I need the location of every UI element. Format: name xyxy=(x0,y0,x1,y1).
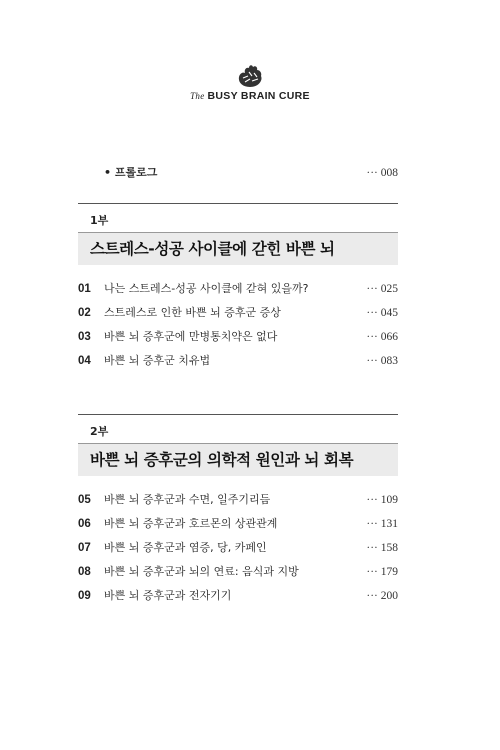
chapter-number: 09 xyxy=(78,590,91,602)
chapter-title: 바쁜 뇌 증후군과 수면, 일주기리듬 xyxy=(104,493,271,506)
chapter-title: 바쁜 뇌 증후군과 호르몬의 상관관계 xyxy=(104,517,278,530)
chapter-number: 04 xyxy=(78,355,91,367)
chapter-number: 05 xyxy=(78,494,91,506)
chapter-page: ··· 179 xyxy=(366,566,398,578)
part-1-header xyxy=(78,203,398,265)
chapter-09[interactable] xyxy=(78,587,398,611)
chapter-number: 07 xyxy=(78,542,91,554)
chapter-title: 나는 스트레스-성공 사이클에 갇혀 있을까? xyxy=(104,282,309,295)
chapter-page: ··· 045 xyxy=(366,307,398,319)
part-2-header xyxy=(78,414,398,476)
part-1-chapter-list xyxy=(78,280,398,376)
part-2-title: 바쁜 뇌 증후군의 의학적 원인과 뇌 회복 xyxy=(78,443,398,476)
brain-flame-icon xyxy=(235,64,265,88)
chapter-number: 01 xyxy=(78,283,91,295)
chapter-page: ··· 158 xyxy=(366,542,398,554)
chapter-07[interactable] xyxy=(78,539,398,563)
chapter-04[interactable] xyxy=(78,352,398,376)
chapter-title: 바쁜 뇌 증후군과 전자기기 xyxy=(104,589,232,602)
chapter-title: 바쁜 뇌 증후군과 염증, 당, 카페인 xyxy=(104,541,267,554)
book-logo xyxy=(0,64,500,102)
chapter-title: 스트레스로 인한 바쁜 뇌 증후군 증상 xyxy=(104,306,281,319)
book-brand xyxy=(0,90,500,102)
chapter-number: 08 xyxy=(78,566,91,578)
toc-prologue[interactable] xyxy=(104,164,398,180)
chapter-01[interactable] xyxy=(78,280,398,304)
chapter-page: ··· 131 xyxy=(366,518,398,530)
prologue-title: • 프롤로그 xyxy=(104,166,158,179)
part-2-number: 2부 xyxy=(90,425,109,438)
chapter-02[interactable] xyxy=(78,304,398,328)
chapter-06[interactable] xyxy=(78,515,398,539)
part-2-chapter-list xyxy=(78,491,398,611)
chapter-page: ··· 025 xyxy=(366,283,398,295)
chapter-page: ··· 200 xyxy=(366,590,398,602)
chapter-title: 바쁜 뇌 증후군에 만병통치약은 없다 xyxy=(104,330,278,343)
prologue-page: ··· 008 xyxy=(366,167,398,179)
chapter-page: ··· 109 xyxy=(366,494,398,506)
chapter-title: 바쁜 뇌 증후군과 뇌의 연료: 음식과 지방 xyxy=(104,565,299,578)
part-1-number: 1부 xyxy=(90,214,109,227)
brand-name: BUSY BRAIN CURE xyxy=(207,90,310,102)
chapter-number: 06 xyxy=(78,518,91,530)
brand-the: The xyxy=(190,91,205,101)
part-1-title: 스트레스-성공 사이클에 갇힌 바쁜 뇌 xyxy=(78,232,398,265)
chapter-number: 02 xyxy=(78,307,91,319)
chapter-05[interactable] xyxy=(78,491,398,515)
chapter-08[interactable] xyxy=(78,563,398,587)
chapter-03[interactable] xyxy=(78,328,398,352)
chapter-page: ··· 066 xyxy=(366,331,398,343)
chapter-number: 03 xyxy=(78,331,91,343)
chapter-page: ··· 083 xyxy=(366,355,398,367)
chapter-title: 바쁜 뇌 증후군 치유법 xyxy=(104,354,211,367)
